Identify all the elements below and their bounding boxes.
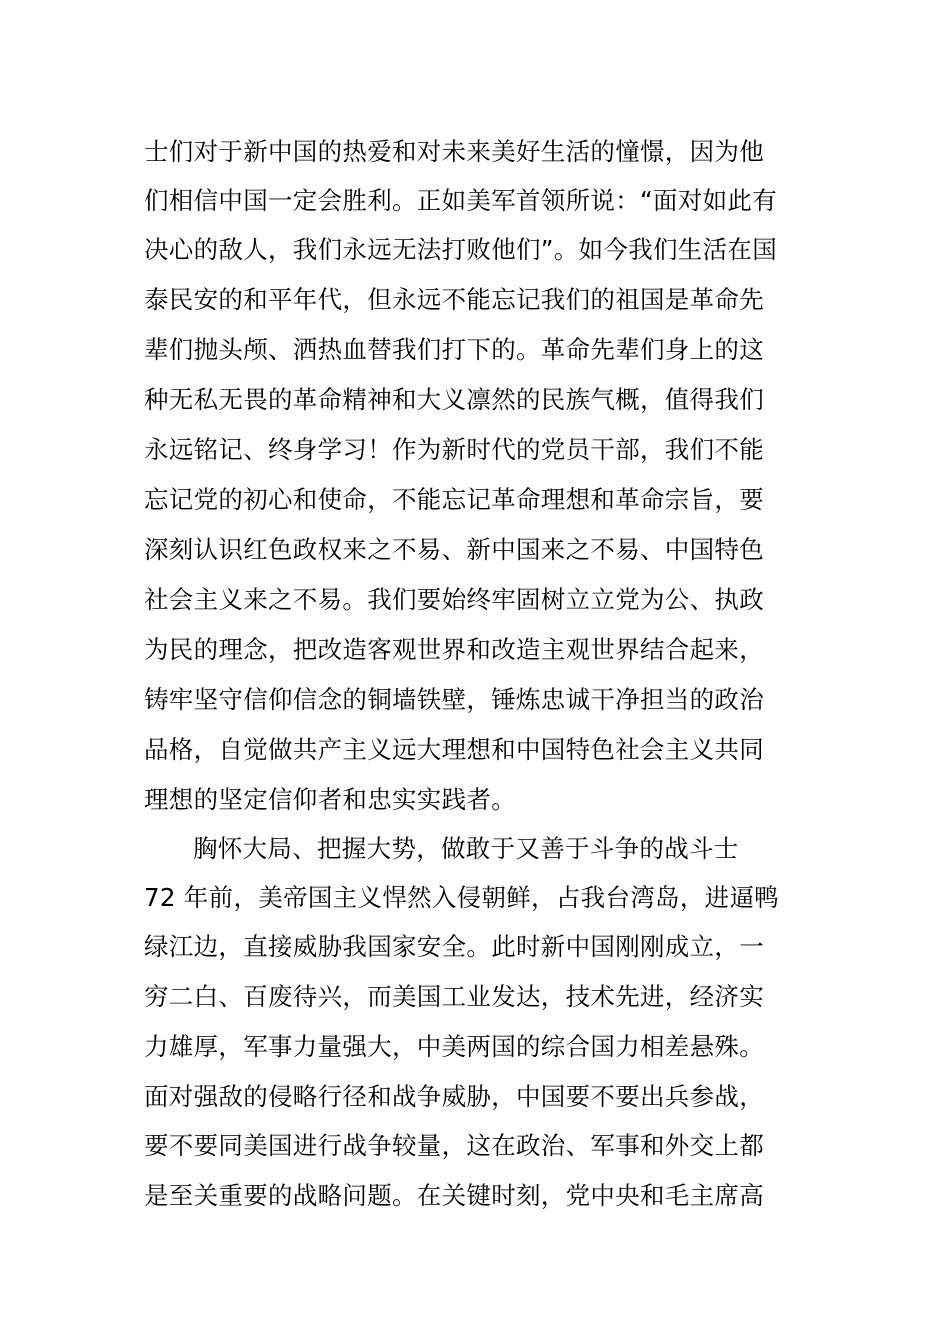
paragraph-line: 泰民安的和平年代，但永远不能忘记我们的祖国是革命先 [144, 285, 764, 314]
paragraph-line: 决心的敌人，我们永远无法打败他们”。如今我们生活在国 [144, 235, 777, 264]
paragraph-line: 辈们抛头颅、洒热血替我们打下的。革命先辈们身上的这 [144, 335, 764, 364]
paragraph-line: 永远铭记、终身学习！作为新时代的党员干部，我们不能 [144, 435, 764, 464]
paragraph-line: 要不要同美国进行战争较量，这在政治、军事和外交上都 [144, 1131, 764, 1160]
paragraph-line: 穷二白、百废待兴，而美国工业发达，技术先进，经济实 [144, 982, 764, 1011]
paragraph-line: 绿江边，直接威胁我国家安全。此时新中国刚刚成立，一 [144, 932, 764, 961]
paragraph-line: 铸牢坚守信仰信念的铜墙铁壁，锤炼忠诚干净担当的政治 [144, 685, 764, 714]
paragraph-line: 理想的坚定信仰者和忠实实践者。 [144, 785, 516, 814]
paragraph-line: 力雄厚，军事力量强大，中美两国的综合国力相差悬殊。 [144, 1032, 764, 1061]
paragraph-line: 士们对于新中国的热爱和对未来美好生活的憧憬，因为他 [144, 137, 764, 166]
section-heading: 胸怀大局、把握大势，做敢于又善于斗争的战斗士 [193, 834, 739, 863]
paragraph-line: 是至关重要的战略问题。在关键时刻，党中央和毛主席高 [144, 1181, 764, 1210]
paragraph-line: 为民的理念，把改造客观世界和改造主观世界结合起来， [144, 635, 764, 664]
paragraph-line: 品格，自觉做共产主义远大理想和中国特色社会主义共同 [144, 735, 764, 764]
paragraph-line: 忘记党的初心和使命，不能忘记革命理想和革命宗旨，要 [144, 485, 764, 514]
paragraph-line: 72 年前，美帝国主义悍然入侵朝鲜，占我台湾岛，进逼鸭 [144, 883, 780, 912]
paragraph-line: 深刻认识红色政权来之不易、新中国来之不易、中国特色 [144, 535, 764, 564]
paragraph-line: 们相信中国一定会胜利。正如美军首领所说：“面对如此有 [144, 186, 777, 215]
paragraph-line: 社会主义来之不易。我们要始终牢固树立立党为公、执政 [144, 585, 764, 614]
paragraph-line: 面对强敌的侵略行径和战争威胁，中国要不要出兵参战， [144, 1082, 764, 1111]
paragraph-line: 种无私无畏的革命精神和大义凛然的民族气概，值得我们 [144, 385, 764, 414]
